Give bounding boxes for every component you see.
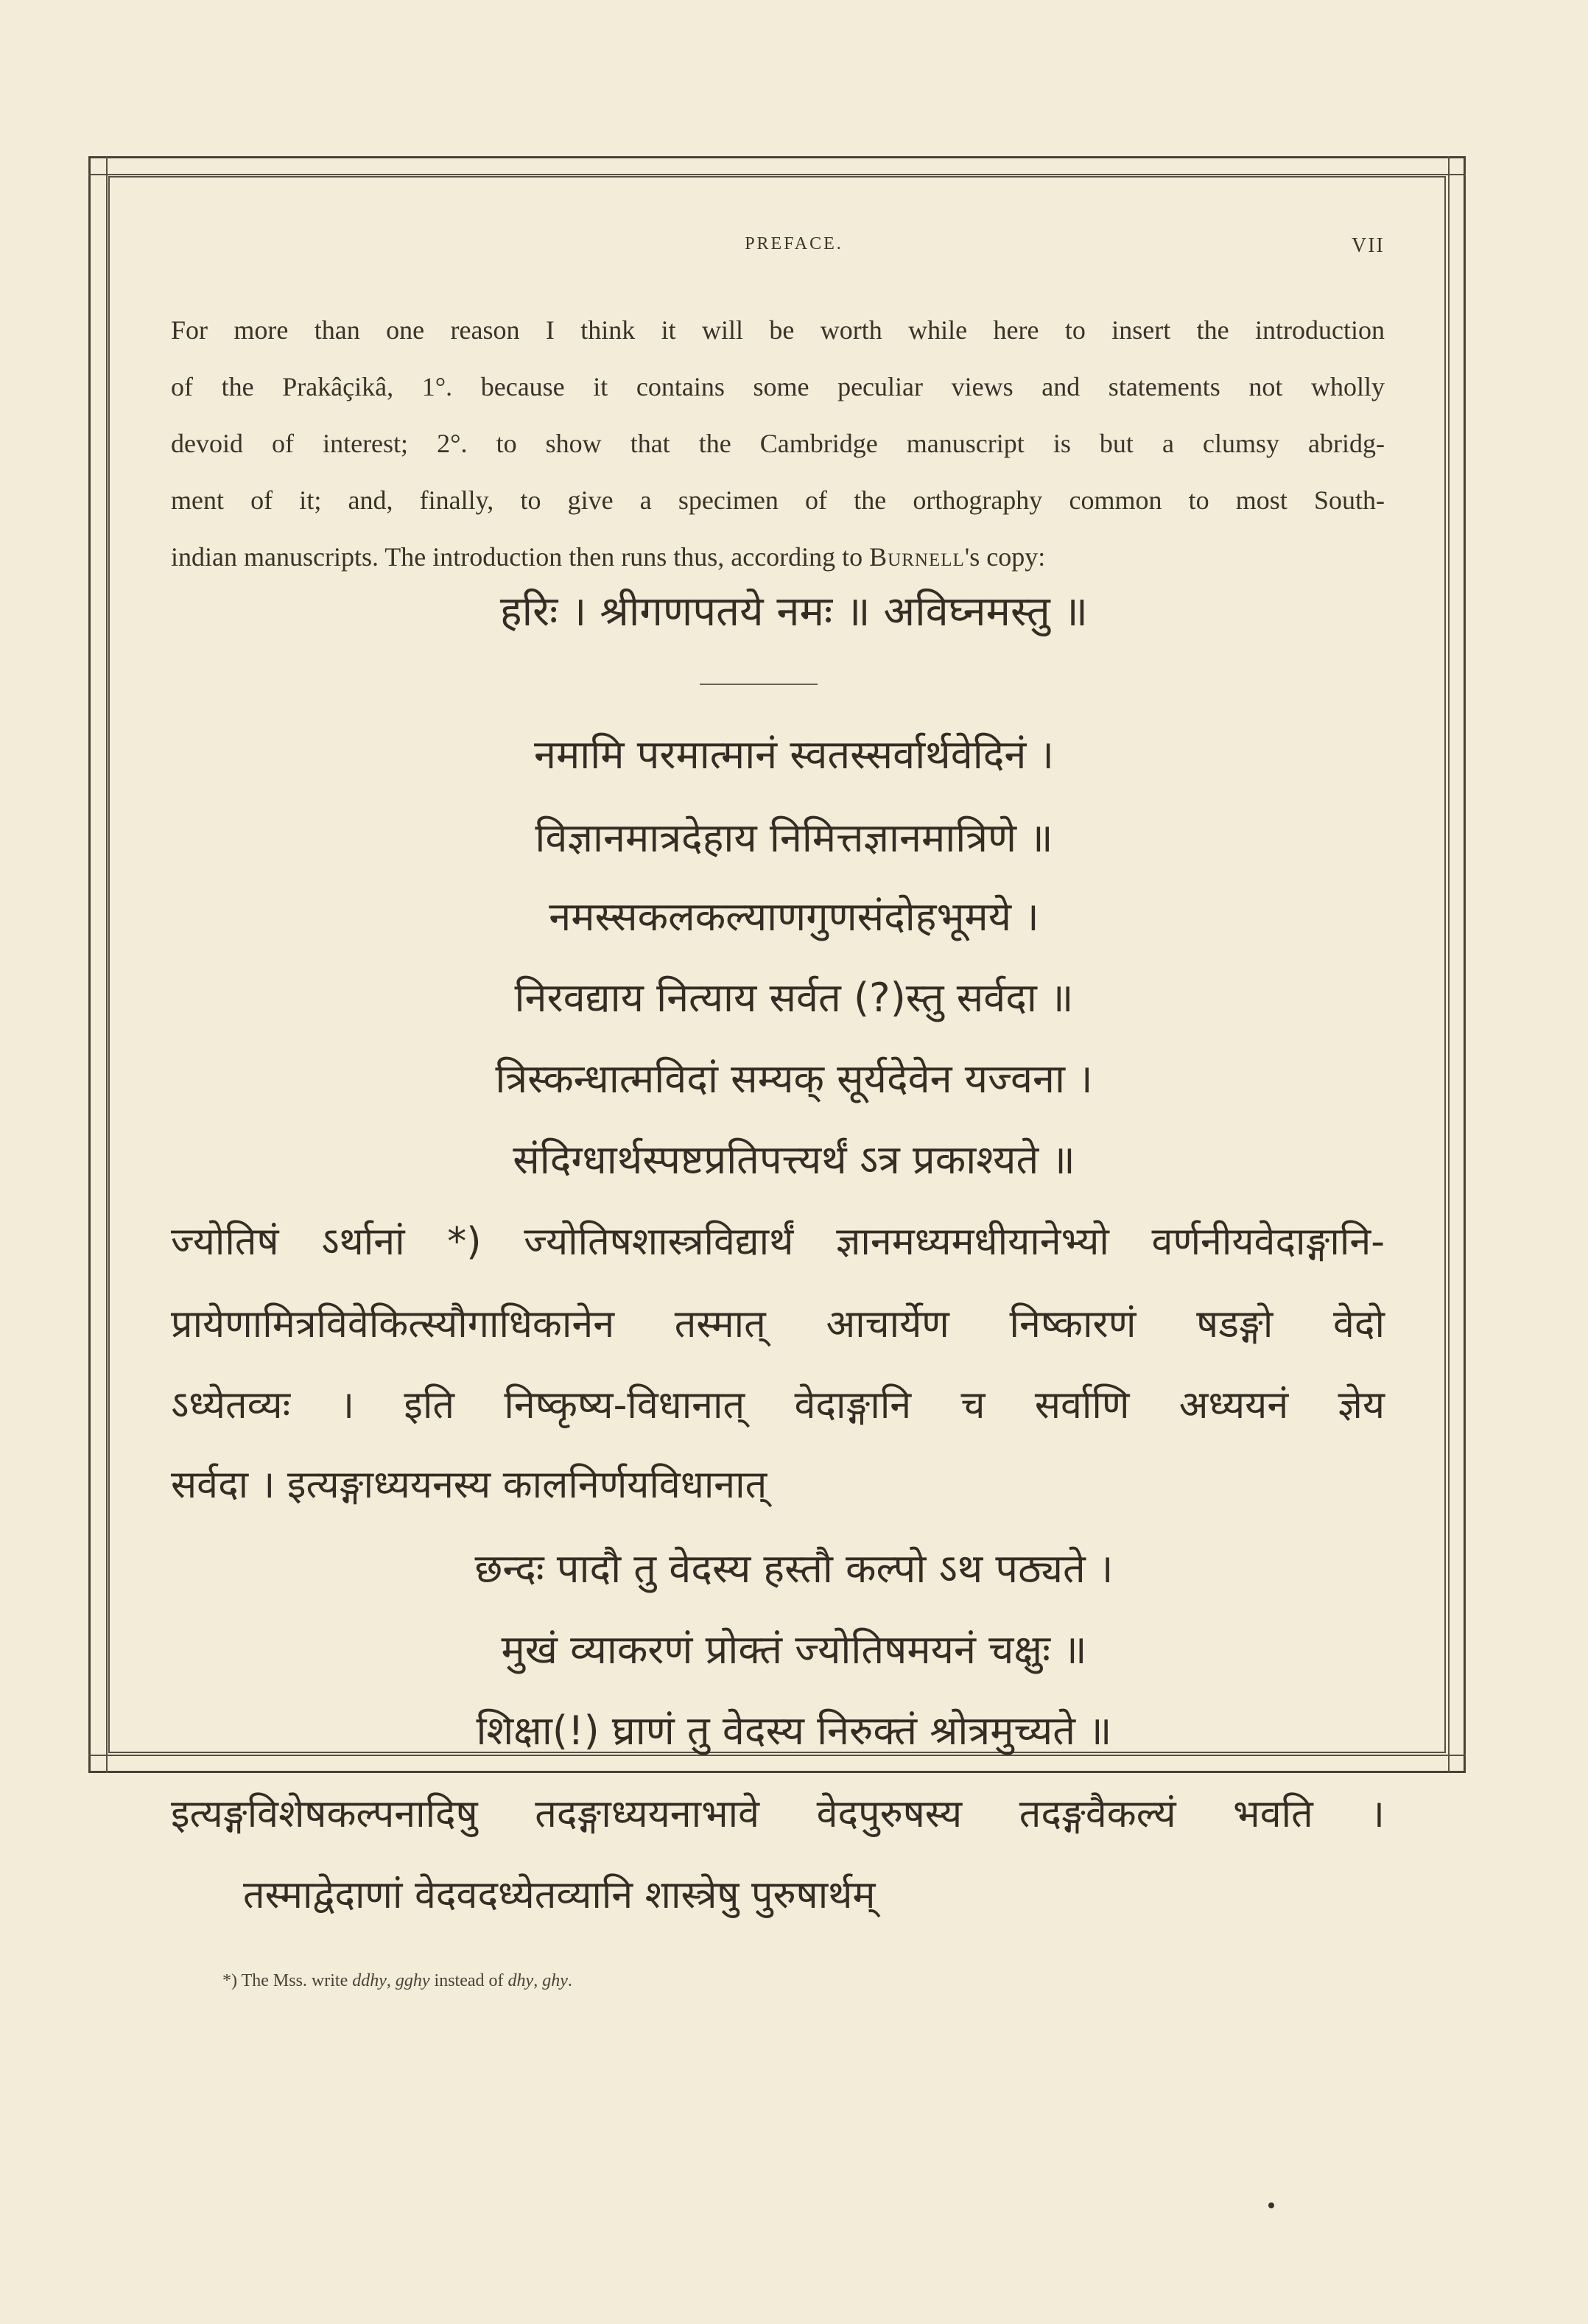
- sanskrit-prose-line-4: सर्वदा । इत्यङ्गाध्ययनस्य कालनिर्णयविधानात्: [171, 1463, 767, 1507]
- prose-line-1: For more than one reason I think it will be worth while here to insert the introduction: [171, 315, 1385, 345]
- footnote-sep-1: ,: [386, 1971, 396, 1990]
- sanskrit-verse-9: शिक्षा(!) घ्राणं तु वेदस्य निरुक्तं श्रोत्रमुच्यते ॥: [476, 1707, 1112, 1754]
- footnote-text-start: The Mss. write: [241, 1971, 353, 1990]
- sanskrit-verse-1: नमामि परमात्मानं स्वतस्सर्वार्थवेदिनं ।: [534, 731, 1054, 778]
- frame-rule-right-inner: [1448, 156, 1450, 1773]
- sanskrit-verse-5: त्रिस्कन्धात्मविदां सम्यक् सूर्यदेवेन यज्वना ।: [495, 1056, 1093, 1102]
- sanskrit-prose-line-6: तस्माद्वेदाणां वेदवदध्येतव्यानि शास्त्रेषु पुरुषार्थम्: [243, 1873, 876, 1917]
- prose-line-4: ment of it; and, finally, to give a specimen of the orthography common to most South-: [171, 485, 1385, 515]
- introduction-paragraph: [171, 302, 1385, 586]
- footnote-term-2: gghy: [395, 1971, 430, 1990]
- footnote-term-4: ghy: [542, 1971, 568, 1990]
- running-head: PREFACE.: [745, 234, 843, 253]
- prose-line-2: of the Prakâçikâ, 1°. because it contains some peculiar views and statements not wholly: [171, 372, 1385, 401]
- footnote-term-3: dhy: [507, 1971, 534, 1990]
- sanskrit-prose-line-2: प्रायेणामित्रविवेकित्स्यौगाधिकानेन तस्मात् आचार्येण निष्कारणं षडङ्गो वेदो: [171, 1302, 1385, 1347]
- sanskrit-verse-2: विज्ञानमात्रदेहाय निमित्तज्ञानमात्रिणे ॥: [535, 815, 1053, 861]
- sanskrit-prose-line-1: ज्योतिषं ऽर्थानां *) ज्योतिषशास्त्रविद्यार्थं ज्ञानमध्यमधीयानेभ्यो वर्णनीयवेदाङ्गानि-: [171, 1220, 1385, 1264]
- sanskrit-verse-7: छन्दः पादौ तु वेदस्य हस्तौ कल्पो ऽथ पठ्यते ।: [474, 1545, 1114, 1592]
- sanskrit-verse-8: मुखं व्याकरणं प्रोक्तं ज्योतिषमयनं चक्षुः ॥: [501, 1626, 1087, 1673]
- frame-rule-top-inner: [88, 174, 1466, 175]
- sanskrit-prose-line-3: ऽध्येतव्यः । इति निष्कृष्य-विधानात् वेदाङ्गानि च सर्वाणि अध्ययनं ज्ञेय: [171, 1383, 1385, 1428]
- footnote-sep-2: ,: [533, 1971, 543, 1990]
- footnote-end: .: [567, 1971, 572, 1990]
- footnote-text-mid: instead of: [429, 1971, 508, 1990]
- sanskrit-prose-line-5: इत्यङ्गविशेषकल्पनादिषु तदङ्गाध्ययनाभावे वेदपुरुषस्य तदङ्गवैकल्यं भवति ।: [171, 1792, 1385, 1836]
- prose-line-5-end: 's copy:: [964, 542, 1046, 572]
- sanskrit-invocation: हरिः । श्रीगणपतये नमः ॥ अविघ्नमस्तु ॥: [499, 588, 1089, 636]
- footnote: [222, 1971, 572, 1991]
- footnote-marker: *): [222, 1971, 237, 1990]
- prose-line-3: devoid of interest; 2°. to show that the Cambridge manuscript is but a clumsy abridg-: [171, 429, 1385, 458]
- ink-speck: [1268, 2202, 1274, 2208]
- sanskrit-verse-6: संदिग्धार्थस्पष्टप्रतिपत्त्यर्थं ऽत्र प्रकाश्यते ॥: [513, 1137, 1075, 1183]
- footnote-term-1: ddhy: [352, 1971, 387, 1990]
- frame-rule-left-inner: [106, 156, 108, 1773]
- author-name: Burnell: [869, 542, 965, 572]
- page-number: VII: [1352, 234, 1385, 257]
- sanskrit-verse-3: नमस्सकलकल्याणगुणसंदोहभूमये ।: [549, 894, 1039, 940]
- sanskrit-verse-4: निरवद्याय नित्याय सर्वत (?)स्तु सर्वदा ॥: [514, 975, 1074, 1021]
- section-rule: [700, 684, 818, 685]
- prose-line-5: [171, 529, 1385, 586]
- prose-line-5-start: indian manuscripts. The introduction then runs thus, according to: [171, 542, 870, 572]
